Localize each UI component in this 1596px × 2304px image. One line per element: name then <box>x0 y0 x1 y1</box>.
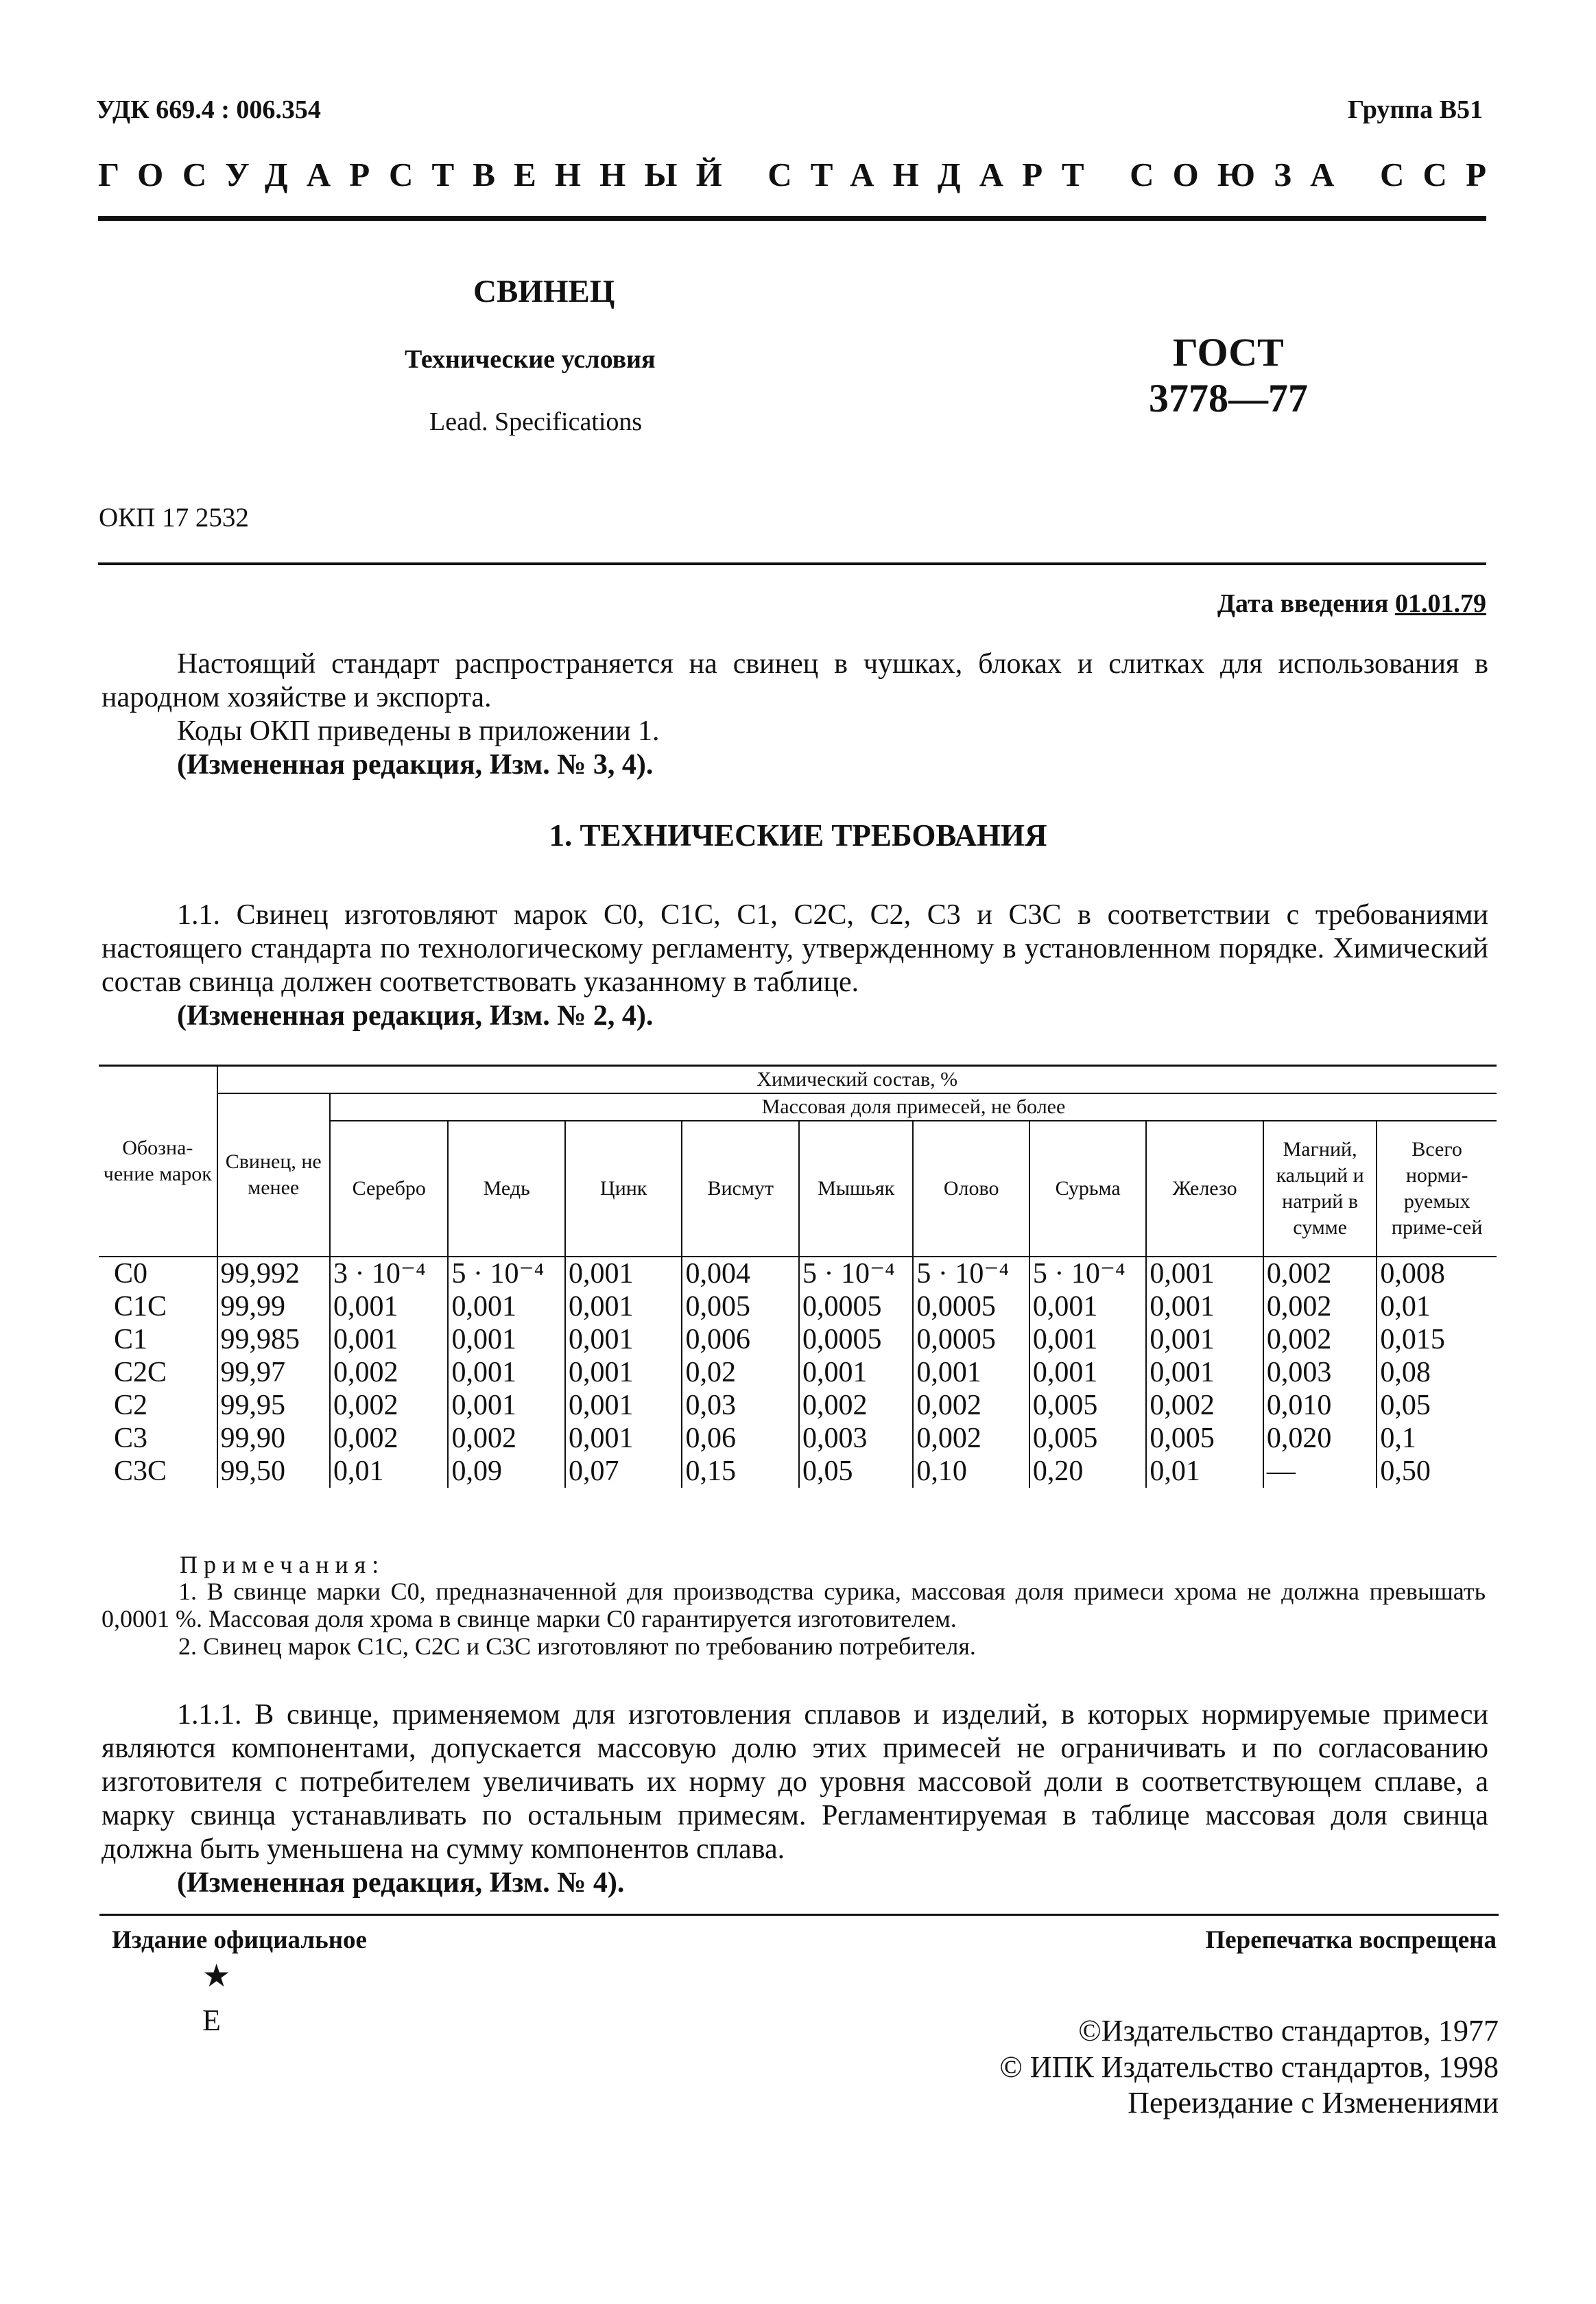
value-cell: 0,002 <box>1146 1389 1263 1422</box>
official-edition: Издание официальное <box>112 1926 367 1954</box>
value-cell: 0,002 <box>330 1422 449 1455</box>
intro-date <box>1217 589 1486 619</box>
header-chemical: Химический состав, % <box>217 1066 1497 1094</box>
value-cell: 0,05 <box>1377 1389 1497 1422</box>
value-cell: 5 · 10⁻⁴ <box>799 1257 913 1290</box>
table-header-row <box>99 1093 1497 1121</box>
group-code: Группа В51 <box>1347 95 1483 124</box>
value-cell: 0,20 <box>1029 1455 1147 1488</box>
value-cell: 0,01 <box>330 1455 449 1488</box>
value-cell: 0,006 <box>682 1323 799 1356</box>
value-cell: 0,001 <box>448 1389 565 1422</box>
value-cell: 0,001 <box>1146 1290 1263 1323</box>
value-cell: 5 · 10⁻⁴ <box>1029 1257 1147 1290</box>
value-cell: 0,08 <box>1377 1356 1497 1389</box>
grade-cell: С3С <box>114 1456 167 1487</box>
value-cell: 0,001 <box>1029 1356 1147 1389</box>
value-cell: 0,005 <box>1029 1389 1147 1422</box>
value-cell: 99,90 <box>217 1422 330 1455</box>
header-lead: Свинец, не менее <box>217 1093 330 1257</box>
header-grade: Обозна-чение марок <box>99 1066 217 1257</box>
value-cell: 0,05 <box>799 1455 913 1488</box>
header-col: Медь <box>448 1121 565 1257</box>
note-1: 1. В свинце марки С0, предназначенной для производства сурика, массовая доля примеси хрома не должна превышать 0,0001 %. Массовая доля хрома в свинце марки С0 гарантируется изготовителем. <box>102 1578 1486 1632</box>
grade-cell: С1С <box>114 1291 167 1322</box>
value-cell: 0,50 <box>1377 1455 1497 1488</box>
value-cell: 0,002 <box>330 1389 449 1422</box>
okp-reference: Коды ОКП приведены в приложении 1. <box>177 715 660 747</box>
value-cell: 0,001 <box>1146 1356 1263 1389</box>
reprint-prohibited: Перепечатка воспрещена <box>1205 1926 1497 1954</box>
value-cell: 0,001 <box>330 1290 449 1323</box>
value-cell: 0,0005 <box>799 1290 913 1323</box>
grade-cell: С0 <box>114 1258 148 1290</box>
header-col: Серебро <box>330 1121 449 1257</box>
copyright-1998: © ИПК Издательство стандартов, 1998 <box>999 2050 1499 2084</box>
table-row <box>99 1455 1497 1488</box>
value-cell: 0,001 <box>1146 1323 1263 1356</box>
table-row <box>99 1257 1497 1290</box>
title-rule <box>98 562 1486 565</box>
value-cell: 0,003 <box>1263 1356 1377 1389</box>
value-cell: 0,0005 <box>913 1290 1029 1323</box>
value-cell: 0,0005 <box>799 1323 913 1356</box>
table-body <box>99 1257 1497 1488</box>
intro-date-value: 01.01.79 <box>1395 589 1486 618</box>
value-cell: 99,985 <box>217 1323 330 1356</box>
value-cell: 3 · 10⁻⁴ <box>330 1257 449 1290</box>
value-cell: 0,001 <box>330 1323 449 1356</box>
grade-cell: С2 <box>114 1390 148 1421</box>
value-cell: — <box>1263 1455 1377 1488</box>
clause-1-1 <box>102 899 1488 1033</box>
value-cell: 0,001 <box>565 1257 682 1290</box>
value-cell: 0,001 <box>913 1356 1029 1389</box>
header-col: Олово <box>913 1121 1029 1257</box>
udk-code: УДК 669.4 : 006.354 <box>96 95 321 124</box>
value-cell: 0,001 <box>565 1290 682 1323</box>
intro-block <box>102 648 1488 782</box>
section-title: 1. ТЕХНИЧЕСКИЕ ТРЕБОВАНИЯ <box>549 818 1047 853</box>
table-row <box>99 1422 1497 1455</box>
table-row <box>99 1323 1497 1356</box>
header-col: Всего норми-руемых приме-сей <box>1377 1121 1497 1257</box>
clause-1-1-1 <box>102 1698 1488 1900</box>
value-cell: 99,99 <box>217 1290 330 1323</box>
value-cell: 0,001 <box>799 1356 913 1389</box>
table-header-row <box>99 1066 1497 1094</box>
value-cell: 0,005 <box>682 1290 799 1323</box>
value-cell: 5 · 10⁻⁴ <box>448 1257 565 1290</box>
value-cell: 0,020 <box>1263 1422 1377 1455</box>
value-cell: 0,001 <box>565 1422 682 1455</box>
header-impurities: Массовая доля примесей, не более <box>330 1093 1497 1121</box>
standard-subtitle: Технические условия <box>405 345 656 374</box>
value-cell: 0,15 <box>682 1455 799 1488</box>
gost-number: 3778—77 <box>1149 376 1308 420</box>
value-cell: 0,008 <box>1377 1257 1497 1290</box>
reissue-note: Переиздание с Изменениями <box>1128 2086 1499 2119</box>
value-cell: 0,001 <box>1029 1290 1147 1323</box>
value-cell: 0,001 <box>565 1323 682 1356</box>
table-row <box>99 1290 1497 1323</box>
value-cell: 0,005 <box>1029 1422 1147 1455</box>
value-cell: 0,001 <box>448 1290 565 1323</box>
value-cell: 0,01 <box>1377 1290 1497 1323</box>
value-cell: 99,97 <box>217 1356 330 1389</box>
header-col: Цинк <box>565 1121 682 1257</box>
value-cell: 0,004 <box>682 1257 799 1290</box>
header-col: Магний, кальций и натрий в сумме <box>1263 1121 1377 1257</box>
value-cell: 0,003 <box>799 1422 913 1455</box>
value-cell: 0,002 <box>913 1389 1029 1422</box>
value-cell: 0,01 <box>1146 1455 1263 1488</box>
value-cell: 5 · 10⁻⁴ <box>913 1257 1029 1290</box>
footer-rule <box>99 1914 1499 1916</box>
header-col: Сурьма <box>1029 1121 1147 1257</box>
header-col: Железо <box>1146 1121 1263 1257</box>
value-cell: 0,005 <box>1146 1422 1263 1455</box>
notes-heading: Примечания: <box>180 1551 385 1578</box>
standard-english-title: Lead. Specifications <box>429 407 643 436</box>
value-cell: 0,001 <box>1029 1323 1147 1356</box>
clause-1-1-text: 1.1. Свинец изготовляют марок С0, С1С, С1, С2С, С2, С3 и С3С в соответствии с требованиями настоящего стандарта по технологическому регламенту, утвержденному в установленном порядке. Химический состав свинца должен соответствовать указанному в таблице. <box>102 899 1488 998</box>
composition-table <box>99 1065 1497 1488</box>
value-cell: 99,992 <box>217 1257 330 1290</box>
value-cell: 99,95 <box>217 1389 330 1422</box>
value-cell: 0,1 <box>1377 1422 1497 1455</box>
value-cell: 0,001 <box>448 1323 565 1356</box>
value-cell: 0,001 <box>448 1356 565 1389</box>
state-standard-heading: ГОСУДАРСТВЕННЫЙ СТАНДАРТ СОЮЗА ССР <box>98 156 1505 193</box>
gost-label: ГОСТ <box>1173 330 1284 375</box>
standard-title: СВИНЕЦ <box>473 274 615 309</box>
value-cell: 99,50 <box>217 1455 330 1488</box>
value-cell: 0,02 <box>682 1356 799 1389</box>
intro-paragraph: Настоящий стандарт распространяется на свинец в чушках, блоках и слитках для использования в народном хозяйстве и экспорта. <box>102 648 1488 713</box>
value-cell: 0,002 <box>799 1389 913 1422</box>
header-col: Мышьяк <box>799 1121 913 1257</box>
clause-1-1-change: (Измененная редакция, Изм. № 2, 4). <box>177 1000 654 1032</box>
value-cell: 0,010 <box>1263 1389 1377 1422</box>
value-cell: 0,002 <box>1263 1257 1377 1290</box>
intro-date-label: Дата введения <box>1217 589 1389 618</box>
value-cell: 0,03 <box>682 1389 799 1422</box>
star-icon: ★ <box>202 1958 231 1993</box>
value-cell: 0,001 <box>565 1389 682 1422</box>
table-row <box>99 1389 1497 1422</box>
value-cell: 0,002 <box>913 1422 1029 1455</box>
value-cell: 0,002 <box>448 1422 565 1455</box>
e-mark: Е <box>202 2004 221 2037</box>
copyright-1977: ©Издательство стандартов, 1977 <box>1078 2014 1499 2047</box>
value-cell: 0,002 <box>1263 1290 1377 1323</box>
value-cell: 0,001 <box>1146 1257 1263 1290</box>
grade-cell: С1 <box>114 1324 148 1355</box>
header-col: Висмут <box>682 1121 799 1257</box>
header-rule <box>98 216 1486 221</box>
value-cell: 0,07 <box>565 1455 682 1488</box>
table-row <box>99 1356 1497 1389</box>
grade-cell: С3 <box>114 1423 148 1454</box>
clause-1-1-1-change: (Измененная редакция, Изм. № 4). <box>177 1867 625 1899</box>
clause-1-1-1-text: 1.1.1. В свинце, применяемом для изготовления сплавов и изделий, в которых нормируемые примеси являются компонентами, допускается массовую долю этих примесей не ограничивать и по согласованию изготовителя с потребителем увеличивать их норму до уровня массовой доли в соответствующем сплаве, а марку свинца устанавливать по остальным примесям. Регламентируемая в таблице массовая доля свинца должна быть уменьшена на сумму компонентов сплава. <box>102 1699 1488 1865</box>
value-cell: 0,001 <box>565 1356 682 1389</box>
grade-cell: С2С <box>114 1357 167 1388</box>
value-cell: 0,015 <box>1377 1323 1497 1356</box>
value-cell: 0,002 <box>330 1356 449 1389</box>
value-cell: 0,0005 <box>913 1323 1029 1356</box>
okp-code: ОКП 17 2532 <box>99 503 249 532</box>
value-cell: 0,06 <box>682 1422 799 1455</box>
value-cell: 0,002 <box>1263 1323 1377 1356</box>
value-cell: 0,10 <box>913 1455 1029 1488</box>
note-2: 2. Свинец марок С1С, С2С и С3С изготовляют по требованию потребителя. <box>178 1632 976 1660</box>
value-cell: 0,09 <box>448 1455 565 1488</box>
change-note: (Измененная редакция, Изм. № 3, 4). <box>177 749 654 781</box>
